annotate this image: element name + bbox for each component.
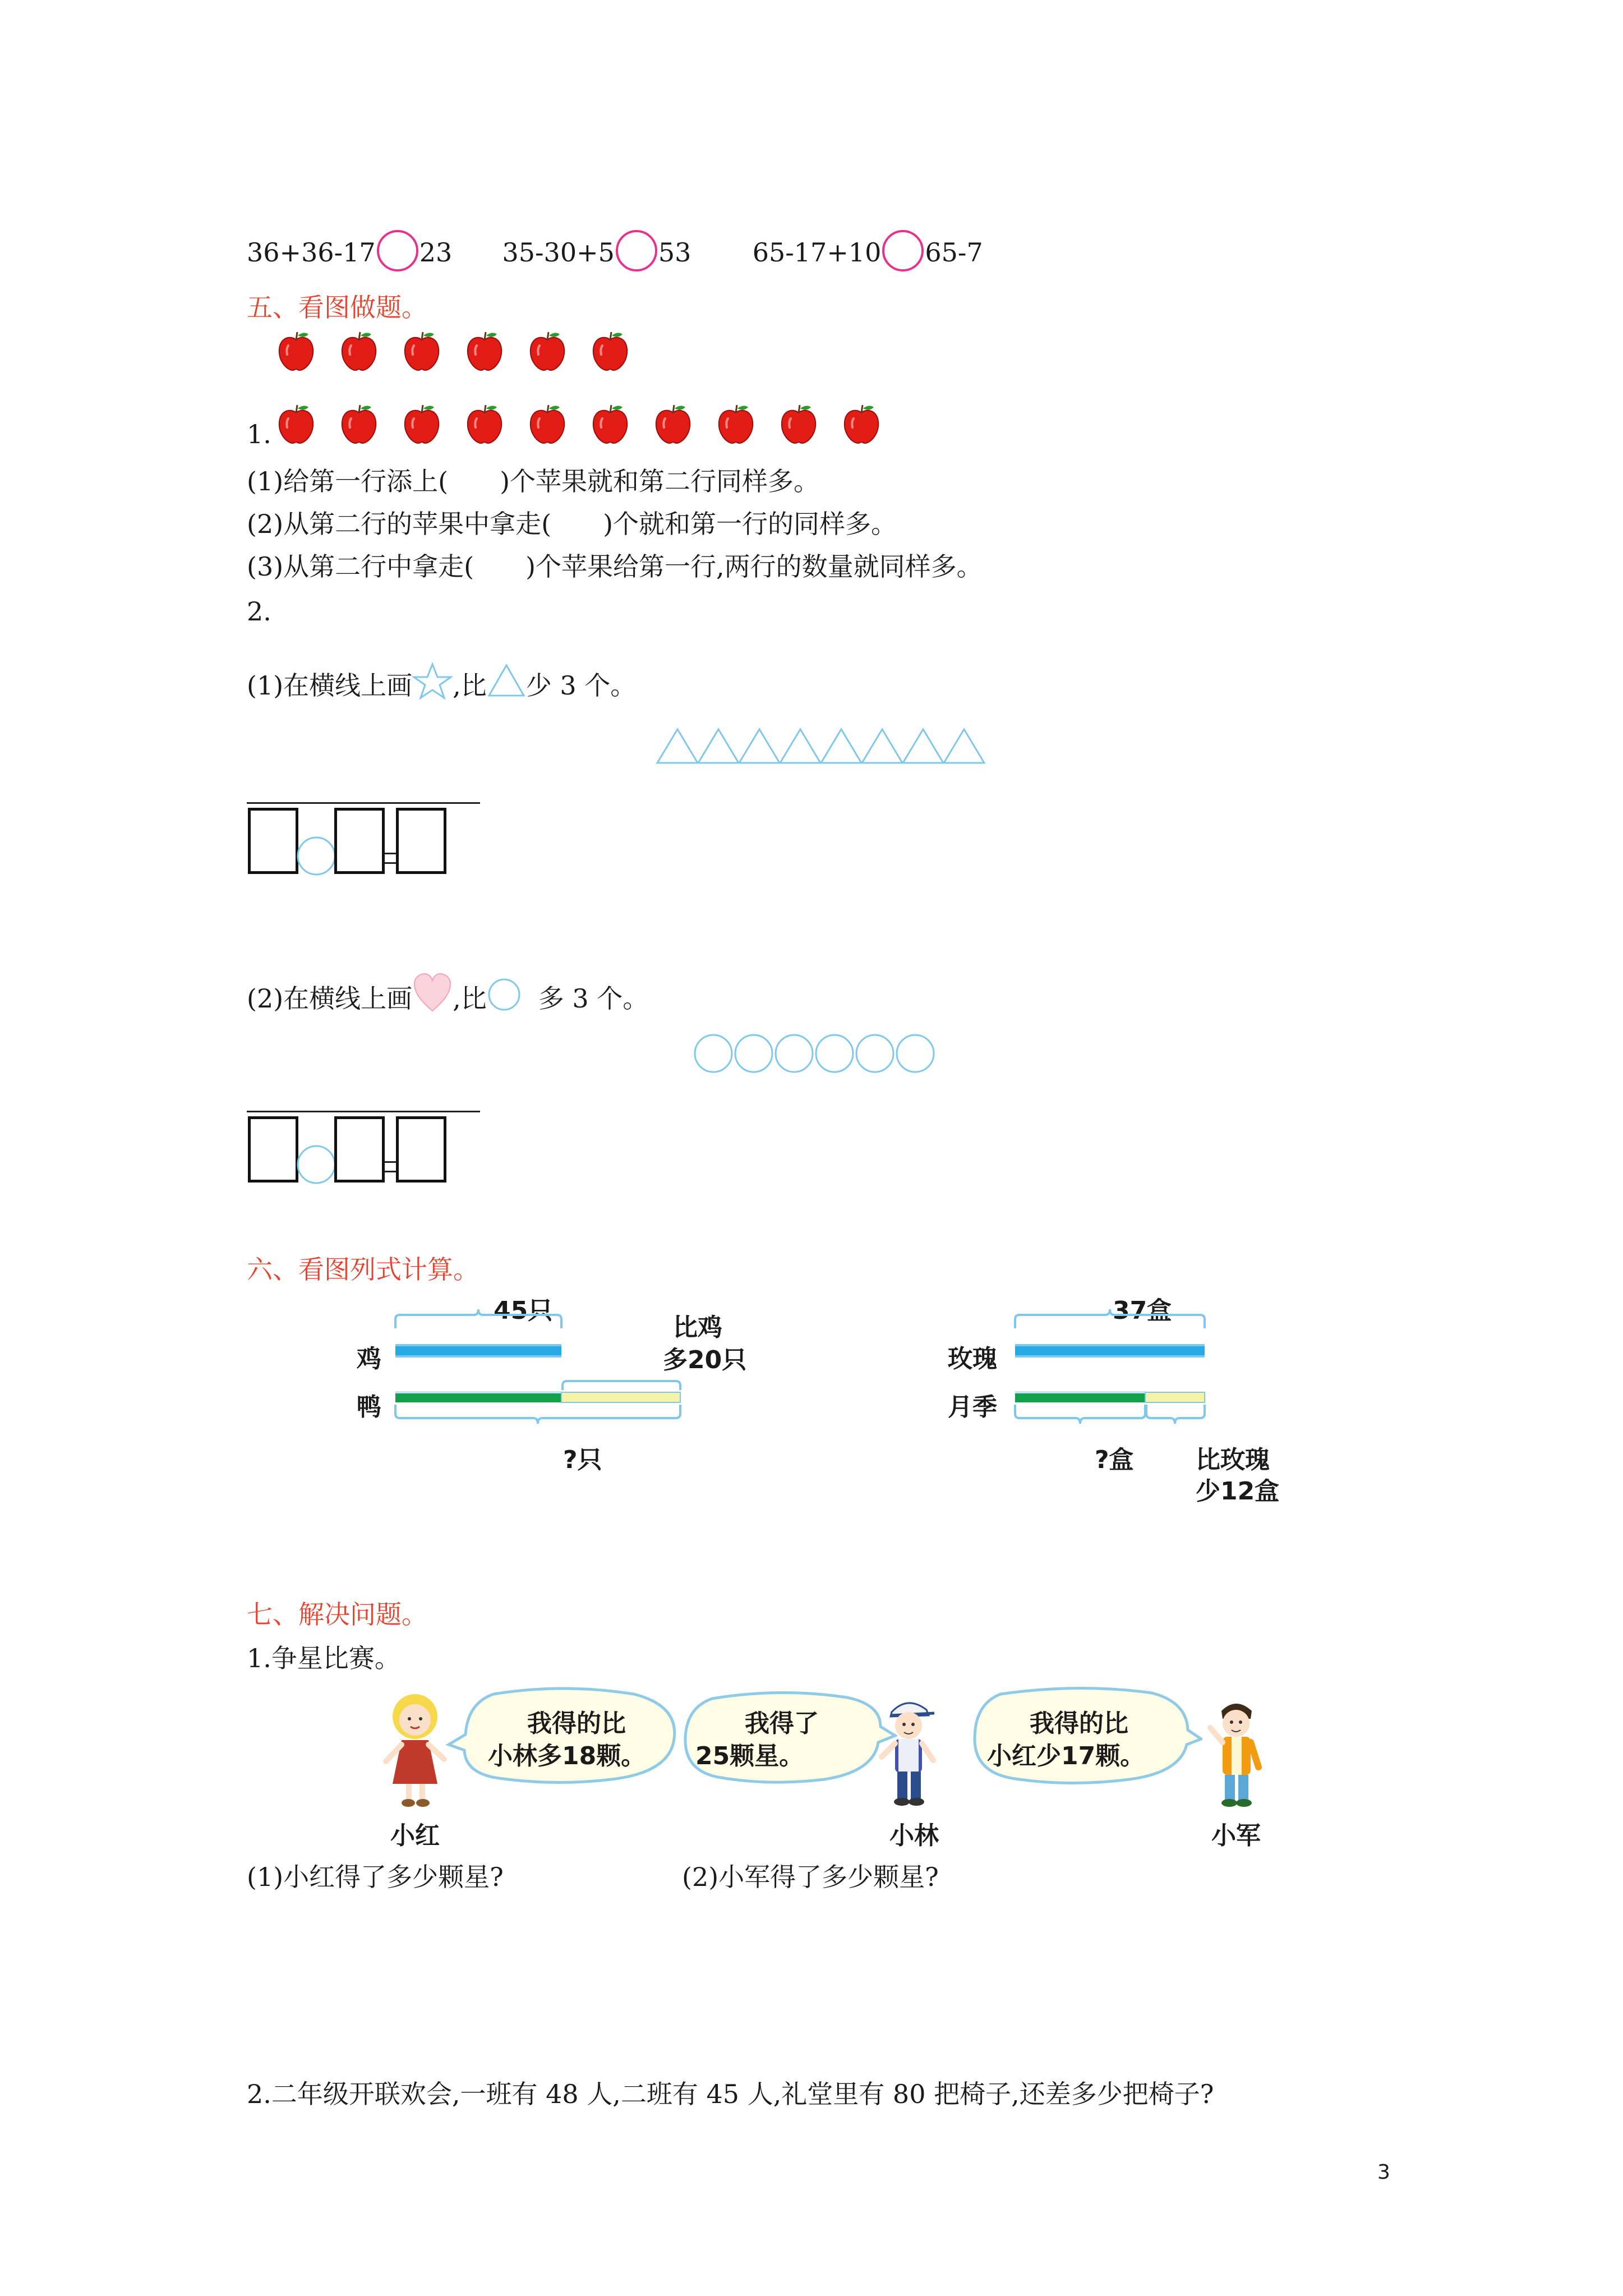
equals-sign-2 [385,1161,396,1172]
apple-icon [338,330,380,372]
apple-icon [338,403,380,445]
operator-circle-2[interactable] [294,1142,339,1187]
answer-box-1b[interactable] [334,808,385,874]
bubble3-line1: 我得的比 [1030,1709,1128,1738]
answer-box-1a[interactable] [248,808,298,874]
circle-row [693,1032,946,1077]
name-xiaolin: 小林 [889,1821,939,1850]
q2-number: 2. [247,596,271,627]
apple-icon [714,403,757,445]
triangle-shape [739,729,780,763]
apple-row-1 [275,330,667,375]
comparison-right-1: 23 [419,237,453,268]
answer-box-2a[interactable] [248,1116,298,1182]
apple-row-2 [275,403,903,448]
rose-chinarose-diagram [998,1290,1335,1458]
section6-title: 六、看图列式计算。 [247,1254,479,1285]
section7-title: 七、解决问题。 [247,1599,427,1630]
apple-icon [463,403,506,445]
bubble2-line2: 25颗星。 [695,1742,804,1770]
heart-icon [412,972,453,1014]
apple-icon [840,403,883,445]
triangle-icon [487,663,526,698]
apple-icon [589,330,631,372]
triangle-shape [780,729,820,763]
star-icon [412,662,453,700]
comparison-right-3: 65-7 [925,237,983,268]
triangle-shape [944,729,984,763]
circle-shape [695,1035,732,1072]
q1-item-1: (1)给第一行添上( )个苹果就和第二行同样多。 [247,466,820,496]
operator-circle-1[interactable] [294,834,339,878]
page-number: 3 [1377,2161,1390,2184]
q1-number: 1. [247,419,271,449]
comparison-right-2: 53 [658,237,691,268]
duck-total-label: ?只 [563,1446,602,1474]
circle-shape [735,1035,772,1072]
circle-shape [776,1035,813,1072]
rose-total-label: 37盒 [1113,1296,1172,1325]
apple-icon [526,330,569,372]
section5-title: 五、看图做题。 [247,292,427,323]
q7-1-sub2: (2)小军得了多少颗星? [682,1862,939,1892]
chicken-total-label: 45只 [494,1296,553,1325]
circle-shape [897,1035,934,1072]
q2-2-mid: ,比 [453,983,487,1014]
comparison-left-3: 65-17+10 [752,237,882,268]
apple-icon [275,403,317,445]
q2-1-suffix: 少 3 个。 [525,670,637,701]
chinarose-label: 月季 [948,1393,997,1421]
chinarose-total-label: ?盒 [1095,1446,1134,1474]
q7-1-sub1: (1)小红得了多少颗星? [247,1862,504,1892]
circle-shape [816,1035,853,1072]
q2-1-instruction [247,662,636,701]
duck-extra-label-1: 比鸡 [673,1313,722,1342]
boy-xiaojun-figure [1197,1688,1275,1818]
answer-line-1[interactable] [247,802,480,804]
duck-label: 鸭 [357,1393,381,1421]
apple-icon [652,403,694,445]
bubble2-line1: 我得了 [745,1709,819,1738]
compare-circle-3[interactable] [882,230,924,272]
apple-icon [589,403,631,445]
apple-icon [275,330,317,372]
apple-icon [526,403,569,445]
comparison-left-2: 35-30+5 [502,237,615,268]
q7-2: 2.二年级开联欢会,一班有 48 人,二班有 45 人,礼堂里有 80 把椅子,还差多少把椅子? [247,2079,1214,2109]
triangle-shape [657,729,698,763]
q1-item-2: (2)从第二行的苹果中拿走( )个就和第一行的同样多。 [247,509,897,539]
bubble1-line2: 小林多18颗。 [488,1742,646,1770]
chinarose-less-label-1: 比玫瑰 [1196,1446,1270,1474]
triangle-shape [698,729,739,763]
q7-1-title: 1.争星比赛。 [247,1643,400,1673]
name-xiaojun: 小军 [1211,1821,1261,1850]
answer-box-2c[interactable] [396,1116,446,1182]
name-xiaohong: 小红 [390,1821,440,1850]
apple-icon [400,330,443,372]
apple-icon [400,403,443,445]
circle-icon [487,977,522,1012]
chicken-label: 鸡 [357,1345,381,1373]
chinarose-less-label-2: 少12盒 [1196,1477,1280,1506]
q1-item-3: (3)从第二行中拿走( )个苹果给第一行,两行的数量就同样多。 [247,551,983,582]
answer-box-1c[interactable] [396,808,446,874]
q2-2-suffix: 多 3 个。 [538,983,649,1014]
bubble3-line2: 小红少17颗。 [987,1742,1145,1770]
duck-extra-label-2: 多20只 [663,1346,747,1374]
triangle-shape [821,729,861,763]
apple-icon [777,403,820,445]
comparison-row [247,230,983,272]
compare-circle-2[interactable] [616,230,657,272]
bubble1-line1: 我得的比 [527,1709,626,1738]
triangle-row [655,727,992,766]
comparison-left-1: 36+36-17 [247,237,376,268]
rose-label: 玫瑰 [948,1345,997,1373]
answer-line-2[interactable] [247,1111,480,1112]
triangle-shape [903,729,943,763]
q2-2-instruction [247,972,648,1014]
compare-circle-1[interactable] [377,230,418,272]
apple-icon [463,330,506,372]
equals-sign-1 [385,853,396,864]
q2-1-mid: ,比 [453,670,487,701]
triangle-shape [862,729,902,763]
q2-1-prefix: (1)在横线上画 [247,670,413,701]
circle-shape [856,1035,893,1072]
answer-box-2b[interactable] [334,1116,385,1182]
q2-2-prefix: (2)在横线上画 [247,983,413,1014]
